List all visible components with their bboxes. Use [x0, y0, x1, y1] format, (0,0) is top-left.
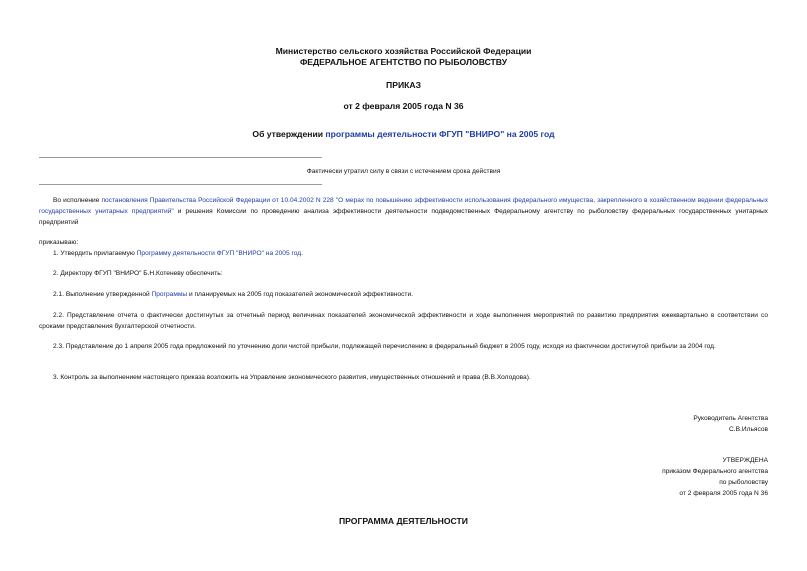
divider-top [39, 157, 322, 158]
agency-name: ФЕДЕРАЛЬНОЕ АГЕНТСТВО ПО РЫБОЛОВСТВУ [299, 57, 508, 67]
approval-line-1: УТВЕРЖДЕНА [722, 457, 768, 464]
order-word: приказываю: [39, 239, 79, 246]
approval-line-3: по рыболовству [719, 479, 768, 486]
program-title: ПРОГРАММА ДЕЯТЕЛЬНОСТИ [339, 516, 468, 526]
item-2-1-text: 2.1. Выполнение утвержденной [53, 291, 152, 298]
title-program-link[interactable]: программы деятельности ФГУП "ВНИРО" на 2005 год [325, 129, 555, 139]
divider-bottom [39, 184, 322, 185]
approval-line-4: от 2 февраля 2005 года N 36 [679, 490, 768, 497]
signature-block [693, 413, 768, 435]
item-2-1-end: и планируемых на 2005 год показателей экономической эффективности. [187, 291, 413, 298]
approval-line-2: приказом Федерального агентства [662, 468, 768, 475]
item-2-1 [39, 289, 768, 300]
item-1 [39, 248, 768, 259]
item-3: 3. Контроль за выполнением настоящего приказа возложить на Управление экономического развития, имущественных отношений и права (В.В.Холодова). [53, 374, 531, 381]
ministry-name: Министерство сельского хозяйства Российской Федерации [275, 46, 532, 56]
item-1-end: . [301, 250, 303, 257]
item-2-3: 2.3. Представление до 1 апреля 2005 года предложений по уточнению доли чистой прибыли, подлежащей перечислению в федеральный бюджет в 2005 году, исходя из фактически достигнутой прибыли за 2004 год. [53, 343, 716, 350]
item-2-2: 2.2. Представление отчета о фактически достигнутых за отчетный период величинах показателей экономической эффективности и ходе выполнения мероприятий по развитию предприятия ежеквартально в соответствии со сроками представления бухгалтерской отчетности. [39, 312, 768, 330]
status-note: Фактически утратил силу в связи с истечением срока действия [306, 168, 501, 175]
intro-paragraph [39, 195, 768, 228]
document-type: ПРИКАЗ [386, 80, 421, 90]
intro-rest: и решения Комиссии по проведению анализа эффективности деятельности подведомственных Федеральному агентству по рыболовству федеральных государственных унитарных предприятий [39, 208, 768, 226]
document-date: от 2 февраля 2005 года N 36 [343, 101, 464, 111]
approval-block [662, 455, 768, 499]
item-1-text: 1. Утвердить прилагаемую [53, 250, 137, 257]
item-2: 2. Директору ФГУП "ВНИРО" Б.Н.Котеневу обеспечить: [53, 270, 223, 277]
document-title [0, 129, 807, 140]
intro-decree-link[interactable]: постановления Правительства Российской Федерации от 10.04.2002 N 228 "О мерах по повышению эффективности использования федерального имущества, закрепленного в хозяйственном ведении федеральных государственных унитарных предприятий" [39, 197, 768, 215]
item-1-program-link[interactable]: Программу деятельности ФГУП "ВНИРО" на 2005 год [136, 250, 302, 257]
intro-lead: Во исполнение [53, 197, 102, 204]
title-prefix: Об утверждении [252, 129, 326, 139]
signature-position: Руководитель Агентства [693, 415, 768, 422]
item-2-1-program-link[interactable]: Программы [151, 291, 188, 298]
signature-name: С.В.Ильясов [729, 426, 768, 433]
